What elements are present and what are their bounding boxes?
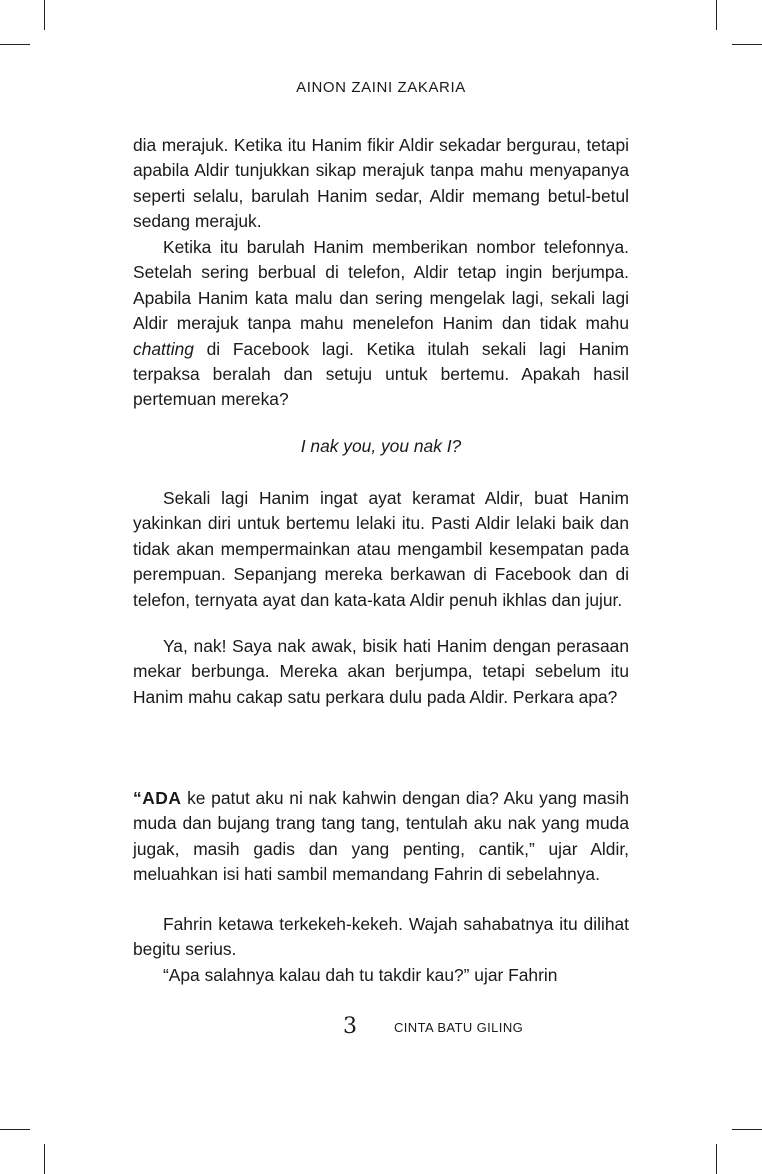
running-head-author: AINON ZAINI ZAKARIA — [296, 79, 466, 96]
scene-break-heading: I nak you, you nak I? — [300, 436, 462, 456]
paragraph-4: Ya, nak! Saya nak awak, bisik hati Hanim dengan perasaan mekar berbunga. Mereka akan berjumpa, tetapi sebelum itu Hanim mahu cakap satu perkara dulu pada Aldir. Perkara apa? — [133, 636, 629, 707]
chapter-lead-word: “ADA — [133, 788, 182, 808]
page-number: 3 — [343, 1014, 357, 1039]
crop-mark — [732, 44, 762, 45]
crop-mark — [44, 1144, 45, 1174]
crop-mark — [0, 1129, 30, 1130]
italic-term: chatting — [133, 338, 194, 359]
crop-mark — [732, 1129, 762, 1130]
paragraph-6: Fahrin ketawa terkekeh-kekeh. Wajah sahabatnya itu dilihat begitu serius. — [133, 914, 629, 960]
crop-mark — [716, 1144, 717, 1174]
paragraph-2-text-a: Ketika itu barulah Hanim memberikan nombor telefonnya. Setelah sering berbual di telefon, Aldir tetap ingin berjumpa. Apabila Hanim kata malu dan sering mengelak lagi, sekali lagi Aldir merajuk tanpa mahu menelefon Hanim dan tidak mahu — [133, 237, 629, 334]
crop-mark — [44, 0, 45, 30]
paragraph-7: “Apa salahnya kalau dah tu takdir kau?” ujar Fahrin — [163, 965, 558, 985]
crop-mark — [0, 44, 30, 45]
paragraph-2 — [133, 235, 629, 413]
crop-mark — [716, 0, 717, 30]
chapter-opening-paragraph — [133, 786, 629, 888]
paragraph-1: dia merajuk. Ketika itu Hanim fikir Aldir sekadar bergurau, tetapi apabila Aldir tunjukkan sikap merajuk tanpa mahu menyapanya seperti selalu, barulah Hanim sedar, Aldir memang betul-betul sedang merajuk. — [133, 135, 629, 232]
paragraph-2-text-b: di Facebook lagi. Ketika itulah sekali lagi Hanim terpaksa beralah dan setuju untuk bertemu. Apakah hasil pertemuan mereka? — [133, 338, 629, 410]
chapter-opening-text: ke patut aku ni nak kahwin dengan dia? Aku yang masih muda dan bujang trang tang tang, tentulah aku nak yang muda jugak, masih gadis dan yang penting, cantik,” ujar Aldir, meluahkan isi hati sambil memandang Fahrin di sebelahnya. — [133, 788, 629, 885]
paragraph-3: Sekali lagi Hanim ingat ayat keramat Aldir, buat Hanim yakinkan diri untuk bertemu lelaki itu. Pasti Aldir lelaki baik dan tidak akan mempermainkan atau mengambil kesempatan pada perempuan. Sepanjang mereka berkawan di Facebook dan di telefon, ternyata ayat dan kata-kata Aldir penuh ikhlas dan jujur. — [133, 488, 629, 610]
footer-book-title: CINTA BATU GILING — [394, 1020, 524, 1035]
